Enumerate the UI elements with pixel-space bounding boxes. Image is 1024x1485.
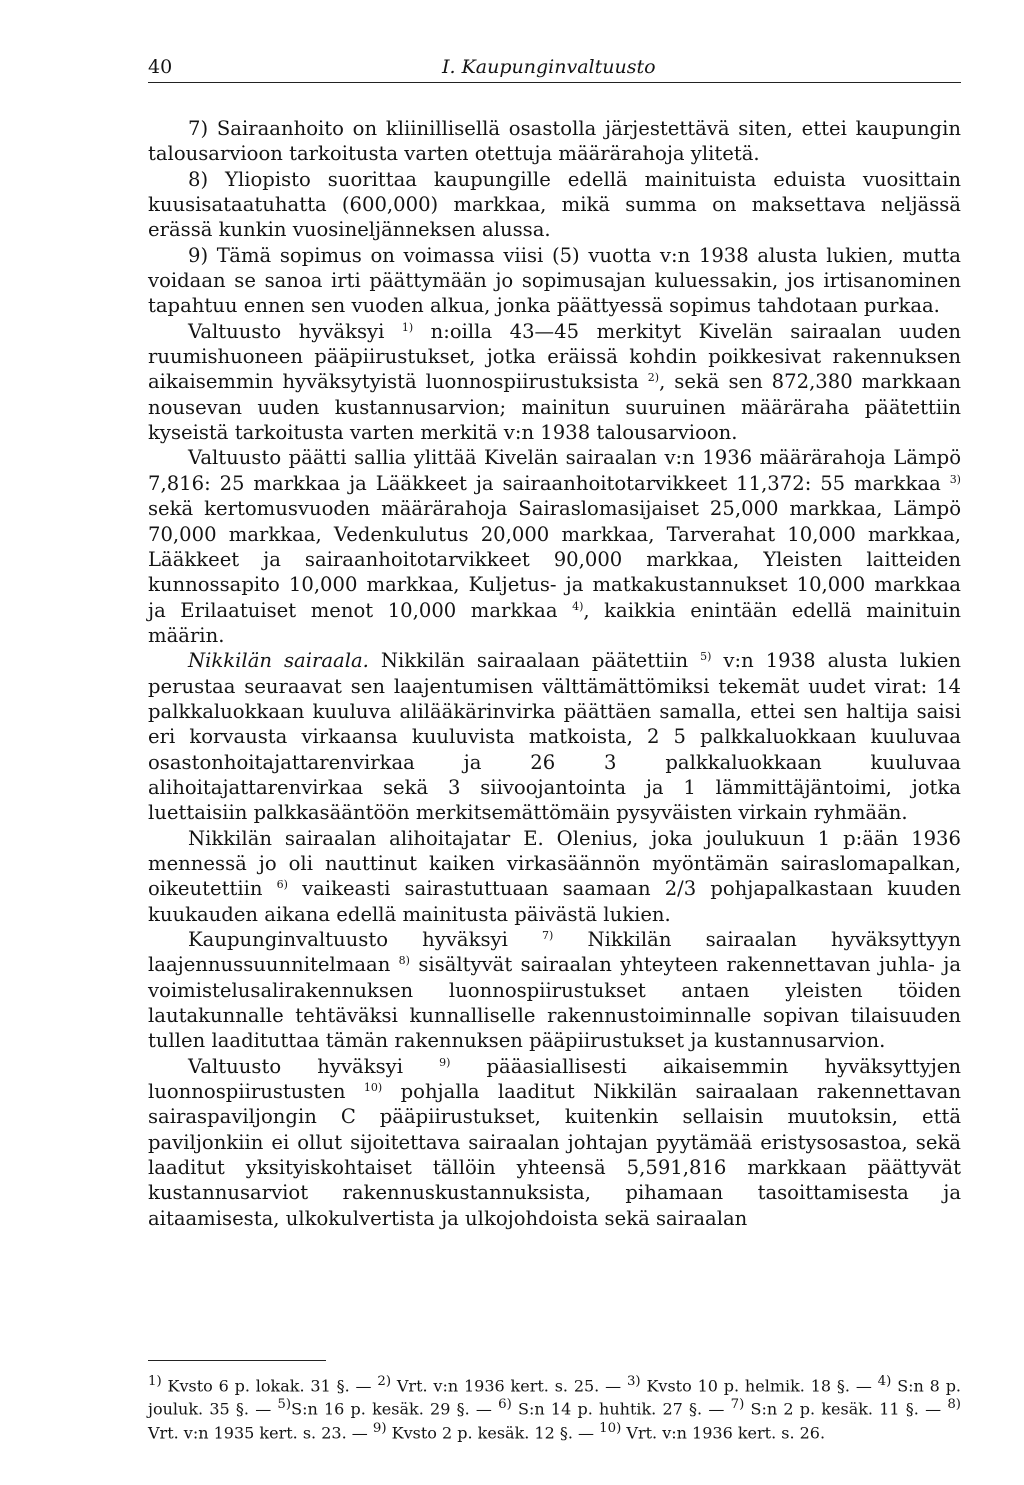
footnote-text: Vrt. v:n 1936 kert. s. 25. — [391, 1376, 627, 1396]
paragraph-nikkila-posts [148, 648, 961, 825]
page-number: 40 [148, 56, 173, 78]
footnote-ref: 8) [398, 954, 410, 968]
paragraph-text: Valtuusto päätti sallia ylittää Kivelän sairaalan v:n 1936 määrärahoja Lämpö 7,816: 25 markkaa ja Lääkkeet ja sairaanhoitotarvikkeet 11,372: 55 markkaa [148, 446, 961, 495]
footnote-mark: 7) [730, 1397, 745, 1413]
footnote-ref: 10) [363, 1081, 383, 1095]
running-title: I. Kaupunginvaltuusto [442, 56, 656, 78]
paragraph-kivela-morgue [148, 319, 961, 446]
footnote-mark: 9) [372, 1420, 387, 1436]
paragraph-text: Valtuusto hyväksyi [188, 319, 385, 343]
footnote-mark: 5) [277, 1397, 292, 1413]
footnote-ref: 4) [572, 599, 584, 613]
footnote-mark: 6) [498, 1397, 512, 1413]
paragraph-text: sisältyvät sairaalan yhteyteen rakennettavan juhla- ja voimistelusalirakennuksen luonnospiirustukset antaen yleisten töiden lautakunnalle tehtäväksi kunnalliselle rakennustoiminnalle sopivan tilaisuuden tullen laadituttaa tämän rakennuksen pääpiirustukset ja kustannusarvion. [148, 953, 961, 1053]
footnote-mark: 2) [377, 1374, 392, 1389]
paragraph-text: Kaupunginvaltuusto hyväksyi [188, 928, 508, 951]
paragraph-text: Valtuusto hyväksyi [188, 1054, 403, 1078]
footnote-ref: 9) [439, 1055, 451, 1069]
paragraph-7 [148, 116, 961, 167]
footnote-ref: 3) [949, 472, 961, 486]
paragraph-kivela-budget [148, 445, 961, 648]
paragraph-text: 8) Yliopisto suorittaa kaupungille edellä mainituista eduista vuosittain kuusisataatuhatta (600,000) markkaa, mikä summa on maksettava neljässä erässä kunkin vuosineljänneksen alussa. [148, 167, 961, 242]
paragraph-pavilion-c [148, 1054, 961, 1231]
footnotes [148, 1372, 961, 1442]
paragraph-text: sekä kertomusvuoden määrärahoja Sairaslomasijaiset 25,000 markkaa, Lämpö 70,000 markkaa, Vedenkulutus 20,000 markkaa, Tarverahat 10,000 markkaa, Lääkkeet ja sairaanhoitotarvikkeet 90,000 markkaa, Yleisten laitteiden kunnossapito 10,000 markkaa, Kuljetus- ja matkakustannukset 10,000 markkaa ja Erilaatuiset menot 10,000 markkaa [148, 497, 961, 622]
page-header [148, 48, 961, 83]
footnote-ref: 1) [401, 320, 414, 334]
footnote-ref: 2) [647, 371, 660, 385]
paragraph-9 [148, 243, 961, 319]
footnote-mark: 1) [148, 1374, 162, 1389]
section-heading: Nikkilän sairaala. [188, 649, 369, 673]
paragraph-text: Nikkilän sairaalaan päätettiin [368, 649, 689, 673]
paragraph-8 [148, 167, 961, 243]
paragraph-text: , kaikkia enintään edellä mainituin määrin. [148, 598, 962, 647]
footnote-ref: 7) [542, 929, 554, 942]
footnote-text: Kvsto 6 p. lokak. 31 §. — [161, 1376, 378, 1396]
paragraph-text: pääasiallisesti aikaisemmin hyväksyttyjen luonnospiirustusten [148, 1054, 961, 1104]
footnote-mark: 10) [599, 1420, 622, 1436]
footnote-ref: 6) [276, 878, 288, 892]
footnote-text: Kvsto 10 p. helmik. 18 §. — [640, 1376, 878, 1396]
footnote-mark: 8) [947, 1397, 962, 1413]
footnote-text: S:n 14 p. huhtik. 27 §. — [511, 1399, 731, 1419]
footnote-mark: 3) [626, 1374, 641, 1389]
paragraph-text: n:oilla 43—45 merkityt Kivelän sairaalan uuden ruumishuoneen pääpiirustukset, jotka eräissä kohdin poikkesivat rakennuksen aikaisemmin hyväksytyistä luonnospiirustuksista [148, 319, 961, 394]
paragraph-text: 7) Sairaanhoito on kliinillisellä osastolla järjestettävä siten, ettei kaupungin talousarvioon tarkoitusta varten otettuja määrärahoja ylitetä. [148, 117, 961, 166]
paragraph-hall-building [148, 927, 961, 1054]
footnote-mark: 4) [877, 1374, 892, 1389]
footnote-ref: 5) [700, 650, 712, 664]
paragraph-text: Nikkilän sairaalan hyväksyttyyn laajennussuunnitelmaan [148, 928, 961, 977]
footnote-text: Vrt. v:n 1935 kert. s. 23. — [148, 1422, 373, 1442]
paragraph-text: vaikeasti sairastuttuaan saamaan 2/3 pohjapalkastaan kuuden kuukauden aikana edellä mainitusta päivästä lukien. [148, 877, 961, 926]
paragraph-text: Nikkilän sairaalan alihoitajatar E. Olenius, joka joulukuun 1 p:ään 1936 mennessä jo oli nauttinut kaiken virkasäännön myöntämän sairaslomapalkan, oikeutettiin [148, 826, 961, 901]
paragraph-text: , sekä sen 872,380 markkaan nousevan uuden kustannusarvion; mainitun suuruinen määräraha päätettiin kyseistä tarkoitusta varten merkitä v:n 1938 talousarvioon. [148, 370, 962, 445]
paragraph-olenius [148, 826, 961, 927]
body-text [148, 116, 961, 1231]
footnote-text: Kvsto 2 p. kesäk. 12 §. — [386, 1422, 600, 1442]
footnote-text: S:n 2 p. kesäk. 11 §. — [744, 1399, 948, 1419]
paragraph-text: v:n 1938 alusta lukien perustaa seuraavat sen laajentumisen välttämättömiksi tekemät uudet virat: 14 palkkaluokkaan kuuluva alilääkärinvirka päättäen samalla, ettei sen haltija saisi eri korvausta virkaansa kuuluvista matkoista, 2 5 palkkaluokkaan kuuluvaa osastonhoitajattarenvirkaa ja 26 3 palkkaluokkaan kuuluvaa alihoitajattarenvirkaa sekä 3 siivoojantointa ja 1 lämmittäjäntoimi, jotka luettaisiin palkkasääntöön merkitsemättömäin pysyväisten virkain ryhmään. [148, 649, 961, 825]
footnote-text: Vrt. v:n 1936 kert. s. 26. [621, 1422, 826, 1442]
paragraph-text: pohjalla laaditut Nikkilän sairaalaan rakennettavan sairaspaviljongin C pääpiirustukset, kuitenkin sellaisin muutoksin, että paviljonkiin ei ollut sijoitettava sairaalan johtajan pyytämää eristysosastoa, sekä laaditut yksityiskohtaiset tällöin yhteensä 5,591,816 markkaan päättyvät kustannusarviot rakennuskustannuksista, pihamaan tasoittamisesta ja aitaamisesta, ulkokulvertista ja ulkojohdoista sekä sairaalan [148, 1080, 961, 1230]
paragraph-text: 9) Tämä sopimus on voimassa viisi (5) vuotta v:n 1938 alusta lukien, mutta voidaan se sanoa irti päättymään jo sopimusajan kuluessakin, jos irtisanominen tapahtuu ennen sen vuoden alkua, jonka päättyessä sopimus tahdotaan purkaa. [148, 243, 961, 318]
footnote-divider [148, 1360, 326, 1361]
footnote-text: S:n 8 p. jouluk. 35 §. — [148, 1376, 962, 1419]
footnote-text: S:n 16 p. kesäk. 29 §. — [291, 1399, 499, 1419]
